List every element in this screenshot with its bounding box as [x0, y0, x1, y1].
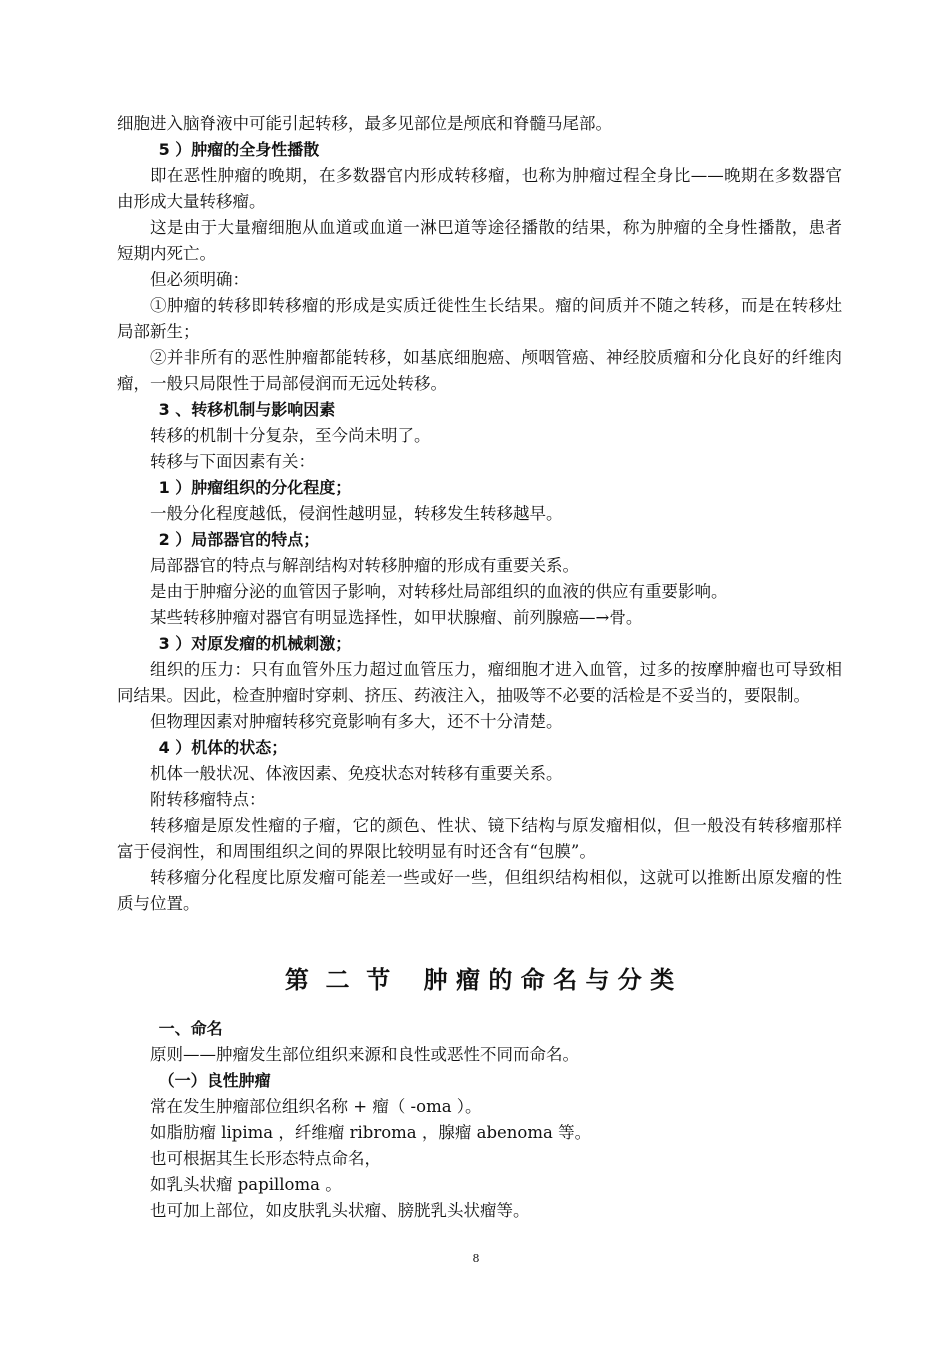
- paragraph: 也可加上部位，如皮肤乳头状瘤、膀胱乳头状瘤等。: [150, 1201, 530, 1220]
- paragraph: 某些转移肿瘤对器官有明显选择性，如甲状腺瘤、前列腺癌—→骨。: [150, 608, 643, 627]
- heading: 5 ）肿瘤的全身性播散: [158, 140, 320, 159]
- paragraph: 这是由于大量瘤细胞从血道或血道一淋巴道等途径播散的结果，称为肿瘤的全身性播散，患者短期内死亡。: [117, 218, 842, 263]
- paragraph: ②并非所有的恶性肿瘤都能转移，如基底细胞癌、颅咽管癌、神经胶质瘤和分化良好的纤维肉瘤，一般只局限性于局部侵润而无远处转移。: [117, 348, 842, 393]
- paragraph: 原则——肿瘤发生部位组织来源和良性或恶性不同而命名。: [150, 1045, 579, 1064]
- paragraph: 但物理因素对肿瘤转移究竟影响有多大，还不十分清楚。: [150, 712, 563, 731]
- heading: 2 ）局部器官的特点；: [158, 530, 320, 549]
- paragraph: 细胞进入脑脊液中可能引起转移，最多见部位是颅底和脊髓马尾部。: [117, 114, 612, 133]
- paragraph: 组织的压力：只有血管外压力超过血管压力，瘤细胞才进入血管，过多的按摩肿瘤也可导致相同结果。因此，检查肿瘤时穿刺、挤压、药液注入，抽吸等不必要的活检是不妥当的，要限制。: [117, 660, 842, 705]
- paragraph: 机体一般状况、体液因素、免疫状态对转移有重要关系。: [150, 764, 563, 783]
- paragraph: 常在发生肿瘤部位组织名称 + 瘤（ -oma ）。: [150, 1097, 482, 1116]
- paragraph: 但必须明确：: [150, 270, 249, 289]
- paragraph: 也可根据其生长形态特点命名，: [150, 1149, 381, 1168]
- paragraph: 如脂肪瘤 lipima ，纤维瘤 ribroma ，腺瘤 abenoma 等。: [150, 1123, 592, 1142]
- paragraph: 一般分化程度越低，侵润性越明显，转移发生转移越早。: [150, 504, 563, 523]
- paragraph: 转移瘤分化程度比原发瘤可能差一些或好一些，但组织结构相似，这就可以推断出原发瘤的性质与位置。: [117, 868, 842, 913]
- paragraph: ①肿瘤的转移即转移瘤的形成是实质迁徙性生长结果。瘤的间质并不随之转移，而是在转移灶局部新生；: [117, 296, 842, 341]
- paragraph: 局部器官的特点与解剖结构对转移肿瘤的形成有重要关系。: [150, 556, 579, 575]
- heading: （一）良性肿瘤: [158, 1071, 271, 1090]
- heading: 3 、转移机制与影响因素: [158, 400, 336, 419]
- paragraph: 附转移瘤特点：: [150, 790, 266, 809]
- paragraph: 如乳头状瘤 papilloma 。: [150, 1175, 342, 1194]
- page-number: 8: [472, 1252, 480, 1265]
- paragraph: 转移的机制十分复杂，至今尚未明了。: [150, 426, 431, 445]
- heading: 3 ）对原发瘤的机械刺激；: [158, 634, 352, 653]
- paragraph: 是由于肿瘤分泌的血管因子影响，对转移灶局部组织的血液的供应有重要影响。: [150, 582, 728, 601]
- paragraph: 即在恶性肿瘤的晚期，在多数器官内形成转移瘤，也称为肿瘤过程全身比——晚期在多数器官由形成大量转移瘤。: [117, 166, 842, 211]
- heading: 4 ）机体的状态；: [158, 738, 288, 757]
- body-text-block-2: [117, 1016, 842, 1224]
- section-title: 第 二 节 肿 瘤 的 命 名 与 分 类: [284, 966, 675, 994]
- paragraph: 转移与下面因素有关：: [150, 452, 315, 471]
- heading: 一、命名: [158, 1019, 223, 1038]
- heading: 1 ）肿瘤组织的分化程度；: [158, 478, 352, 497]
- paragraph: 转移瘤是原发性瘤的子瘤，它的颜色、性状、镜下结构与原发瘤相似，但一般没有转移瘤那样富于侵润性，和周围组织之间的界限比较明显有时还含有“包膜”。: [117, 816, 842, 861]
- body-text-block-1: [117, 111, 842, 917]
